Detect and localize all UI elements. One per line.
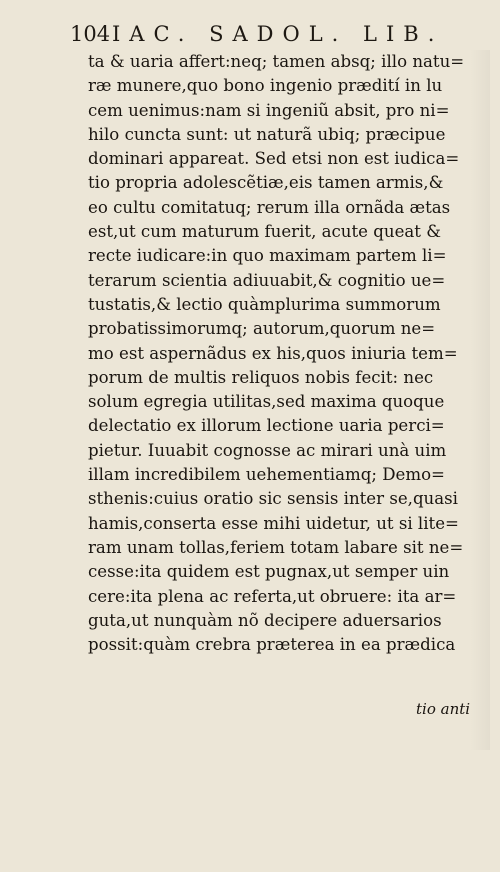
text-line: cesse:ita quidem est pugnax,ut semper uin — [88, 562, 450, 582]
text-line: ta & uaria affert:neq; tamen absq; illo natu= — [88, 52, 465, 71]
page-header — [70, 22, 450, 48]
text-line: tustatis,& lectio quàmplurima summorum — [88, 294, 441, 314]
page-number: 104 — [70, 22, 111, 46]
text-line: porum de multis reliquos nobis fecit: nec — [88, 367, 434, 387]
text-line: ram unam tollas,feriem totam labare sit ne= — [88, 537, 464, 557]
text-line: hamis,conserta esse mihi uidetur, ut si lite= — [88, 513, 459, 533]
text-line: guta,ut nunquàm nõ decipere aduersarios — [88, 610, 442, 630]
text-line: pietur. Iuuabit cognosse ac mirari unà uim — [88, 440, 447, 460]
text-line: dominari appareat. Sed etsi non est iudica= — [88, 149, 460, 169]
text-line: mo est aspernãdus ex his,quos iniuria tem= — [88, 343, 458, 363]
text-line: recte iudicare:in quo maximam partem li= — [88, 246, 447, 266]
text-line: tio propria adolescẽtiæ,eis tamen armis,& — [88, 173, 444, 193]
text-line: illam incredibilem uehementiamq; Demo= — [88, 465, 445, 485]
text-line: possit:quàm crebra præterea in ea prædica — [88, 635, 456, 655]
text-line: cere:ita plena ac referta,ut obruere: ita ar= — [88, 586, 457, 606]
text-line: eo cultu comitatuq; rerum illa ornãda ætas — [88, 197, 451, 217]
text-line: delectatio ex illorum lectione uaria perci= — [88, 416, 445, 436]
text-line: hilo cuncta sunt: ut naturã ubiq; præcipue — [88, 124, 446, 144]
text-line: cem uenimus:nam si ingeniũ absit, pro ni= — [88, 100, 450, 120]
text-line: ræ munere,quo bono ingenio prædití in lu — [88, 76, 443, 96]
text-line: probatissimorumq; autorum,quorum ne= — [88, 319, 436, 339]
text-line: solum egregia utilitas,sed maxima quoque — [88, 392, 445, 412]
page-shading — [470, 50, 490, 750]
text-line: terarum scientia adiuuabit,& cognitio ue= — [88, 270, 446, 290]
catchword: tio anti — [416, 700, 471, 718]
text-line: est,ut cum maturum fuerit, acute queat & — [88, 222, 441, 242]
body-text — [88, 50, 488, 657]
text-line: sthenis:cuius oratio sic sensis inter se,quasi — [88, 489, 458, 509]
running-title: IAC. SADOL. LIB. — [112, 22, 444, 46]
